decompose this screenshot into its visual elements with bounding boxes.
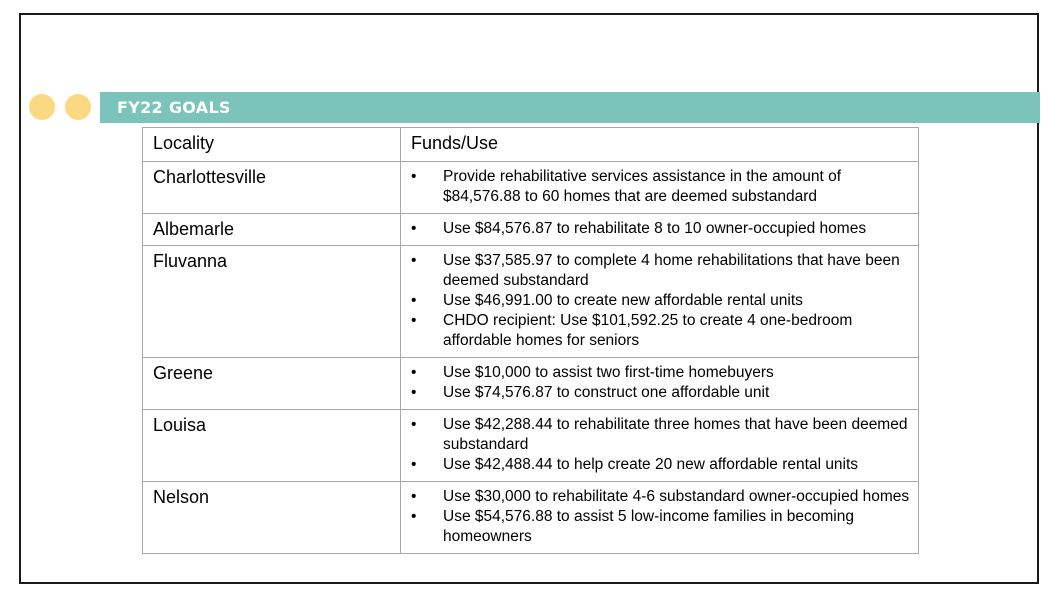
locality-cell: Fluvanna xyxy=(143,246,401,358)
list-item xyxy=(409,251,910,291)
list-item xyxy=(409,455,910,475)
bullet-icon: • xyxy=(411,488,417,505)
funds-use-text: Use $74,576.87 to construct one affordable unit xyxy=(443,384,770,401)
section-title: FY22 GOALS xyxy=(117,98,231,117)
bullet-icon: • xyxy=(411,220,417,237)
goals-table xyxy=(142,127,919,554)
funds-use-cell xyxy=(401,162,919,214)
funds-use-list xyxy=(409,167,910,207)
funds-use-list xyxy=(409,363,910,403)
bullet-icon: • xyxy=(411,312,417,329)
funds-use-cell xyxy=(401,358,919,410)
bullet-icon: • xyxy=(411,292,417,309)
funds-use-text: CHDO recipient: Use $101,592.25 to create 4 one-bedroom affordable homes for seniors xyxy=(443,312,853,349)
list-item xyxy=(409,167,910,207)
bullet-icon: • xyxy=(411,384,417,401)
table-row xyxy=(143,246,919,358)
funds-use-cell xyxy=(401,410,919,482)
decorative-dot-right xyxy=(65,94,91,120)
table-row xyxy=(143,358,919,410)
funds-use-list xyxy=(409,251,910,351)
bullet-icon: • xyxy=(411,252,417,269)
list-item xyxy=(409,487,910,507)
funds-use-list xyxy=(409,487,910,547)
funds-use-text: Use $42,288.44 to rehabilitate three homes that have been deemed substandard xyxy=(443,416,908,453)
funds-use-text: Use $10,000 to assist two first-time homebuyers xyxy=(443,364,774,381)
funds-use-cell xyxy=(401,482,919,554)
list-item xyxy=(409,383,910,403)
table-row xyxy=(143,214,919,246)
funds-use-list xyxy=(409,415,910,475)
locality-cell: Louisa xyxy=(143,410,401,482)
column-header-locality: Locality xyxy=(143,128,401,162)
funds-use-cell xyxy=(401,246,919,358)
decorative-dot-left xyxy=(29,94,55,120)
funds-use-text: Use $30,000 to rehabilitate 4-6 substandard owner-occupied homes xyxy=(443,488,910,505)
list-item xyxy=(409,291,910,311)
table-row xyxy=(143,482,919,554)
column-header-funds-use: Funds/Use xyxy=(401,128,919,162)
funds-use-list xyxy=(409,219,910,239)
funds-use-text: Use $84,576.87 to rehabilitate 8 to 10 owner-occupied homes xyxy=(443,220,867,237)
funds-use-text: Use $37,585.97 to complete 4 home rehabilitations that have been deemed substandard xyxy=(443,252,900,289)
funds-use-cell xyxy=(401,214,919,246)
locality-cell: Nelson xyxy=(143,482,401,554)
table-row xyxy=(143,410,919,482)
list-item xyxy=(409,363,910,383)
locality-cell: Albemarle xyxy=(143,214,401,246)
locality-cell: Charlottesville xyxy=(143,162,401,214)
locality-cell: Greene xyxy=(143,358,401,410)
funds-use-text: Use $54,576.88 to assist 5 low-income families in becoming homeowners xyxy=(443,508,854,545)
table-header-row xyxy=(143,128,919,162)
list-item xyxy=(409,415,910,455)
list-item xyxy=(409,507,910,547)
funds-use-text: Use $42,488.44 to help create 20 new affordable rental units xyxy=(443,456,859,473)
bullet-icon: • xyxy=(411,168,417,185)
list-item xyxy=(409,311,910,351)
bullet-icon: • xyxy=(411,416,417,433)
funds-use-text: Provide rehabilitative services assistance in the amount of $84,576.88 to 60 homes that are deemed substandard xyxy=(443,168,842,205)
section-banner xyxy=(100,92,1040,123)
bullet-icon: • xyxy=(411,508,417,525)
bullet-icon: • xyxy=(411,456,417,473)
funds-use-text: Use $46,991.00 to create new affordable rental units xyxy=(443,292,803,309)
bullet-icon: • xyxy=(411,364,417,381)
table-row xyxy=(143,162,919,214)
list-item xyxy=(409,219,910,239)
